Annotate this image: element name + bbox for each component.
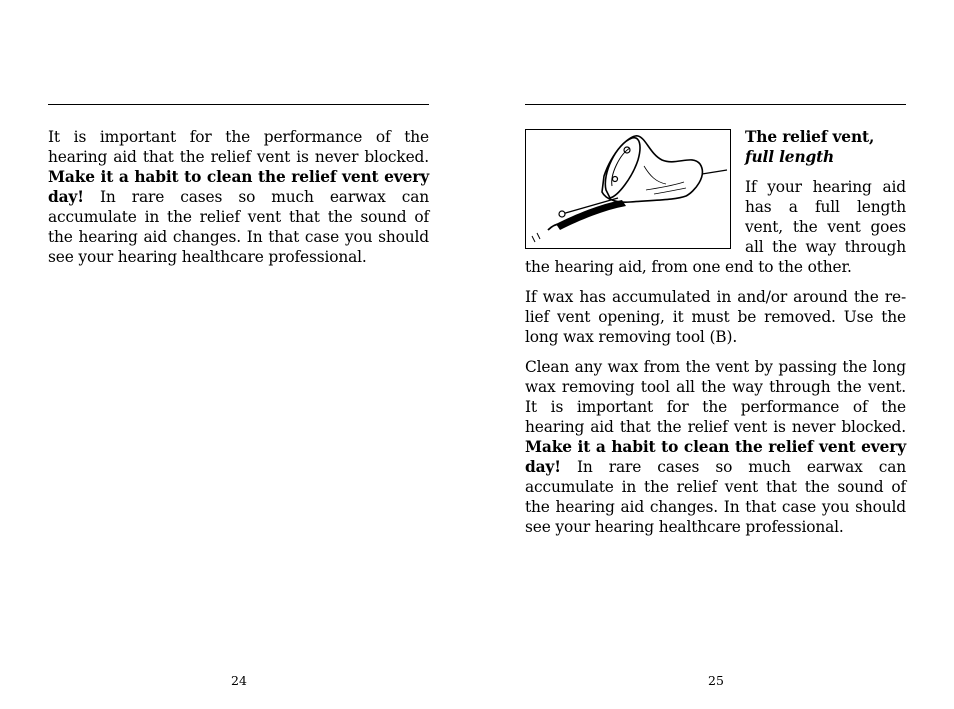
caption-title: The relief vent,	[745, 128, 875, 146]
right-paragraph-2: If wax has accumulated in and/or around the re-lief vent opening, it must be removed. Use the long wax removing tool (B).	[525, 288, 906, 346]
right-page-text	[525, 127, 906, 547]
right-paragraph-1: If your hearing aid has a full length vent, the vent goes all the way through the hearing aid, from one end to the other.	[525, 178, 906, 276]
header-rule-right	[525, 104, 906, 105]
left-paragraph-text-2: In rare cases so much earwax can accumulate in the relief vent that the sound of the hearing aid changes. In that case you should see your hearing healthcare professional.	[48, 188, 429, 266]
right-paragraph-3-text-1: Clean any wax from the vent by passing the long wax removing tool all the way through the vent. It is important for the performance of the hearing aid that the relief vent is never blocked.	[525, 358, 906, 436]
page-number-left: 24	[231, 673, 247, 688]
caption-subtitle: full length	[745, 148, 835, 166]
right-paragraph-3	[525, 357, 906, 537]
left-paragraph	[48, 127, 429, 267]
right-paragraph-3-bold: Make it a habit to clean the relief vent every day!	[525, 438, 906, 476]
left-page-text	[48, 127, 429, 277]
right-paragraph-3-text-2: In rare cases so much earwax can accumulate in the relief vent that the sound of the hearing aid changes. In that case you should see your hearing healthcare professional.	[525, 458, 906, 536]
left-paragraph-bold: Make it a habit to clean the relief vent every day!	[48, 168, 429, 206]
hearing-aid-illustration	[525, 129, 731, 249]
hearing-aid-icon	[526, 130, 730, 248]
page-number-right: 25	[708, 673, 724, 688]
left-paragraph-text-1: It is important for the performance of the hearing aid that the relief vent is never blocked.	[48, 128, 429, 166]
header-rule-left	[48, 104, 429, 105]
